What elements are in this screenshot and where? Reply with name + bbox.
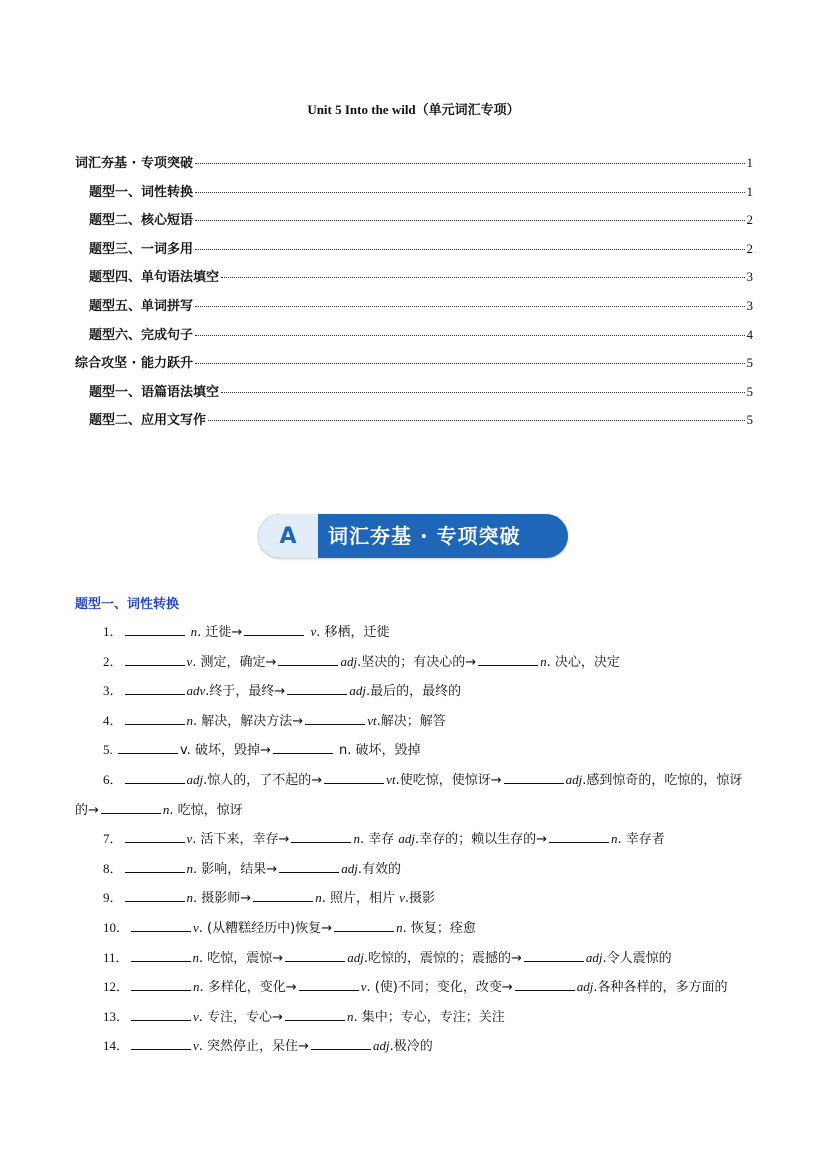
toc-page-number: 5 <box>746 383 753 399</box>
answer-blank[interactable] <box>285 1008 345 1021</box>
item-text: . 突然停止，呆住→ <box>198 1039 309 1055</box>
exercise-item <box>75 736 755 766</box>
part-of-speech: adj <box>340 653 358 669</box>
answer-blank[interactable] <box>125 653 185 666</box>
exercise-item <box>75 825 755 855</box>
item-number: 5. <box>103 742 116 758</box>
answer-blank[interactable] <box>285 949 345 962</box>
toc-entry[interactable] <box>75 266 753 295</box>
part-of-speech: n <box>192 949 200 965</box>
toc-leader-dots <box>208 420 744 421</box>
toc-leader-dots <box>195 306 744 307</box>
part-of-speech: v <box>193 919 199 935</box>
part-of-speech: v <box>186 831 193 847</box>
toc-page-number: 1 <box>746 155 753 170</box>
part-of-speech: n <box>162 801 170 817</box>
part-of-speech: vt <box>386 771 396 787</box>
item-text: . 迁徙→ <box>197 625 243 640</box>
part-of-speech: adj <box>565 771 583 787</box>
exercise-item <box>75 707 755 737</box>
toc-entry-label: 题型二、应用文写作 <box>89 413 207 429</box>
item-text: . 恢复；痊愈 <box>402 920 476 936</box>
answer-blank[interactable] <box>131 949 191 962</box>
toc-page-number: 3 <box>746 297 753 313</box>
item-number: 6． <box>103 771 123 787</box>
item-number: 3． <box>103 683 123 699</box>
answer-blank[interactable] <box>273 741 333 754</box>
part-of-speech: n <box>611 831 618 847</box>
part-of-speech: n <box>193 979 200 995</box>
part-of-speech: n <box>540 653 547 669</box>
answer-blank[interactable] <box>101 801 161 814</box>
answer-blank[interactable] <box>131 978 191 991</box>
toc-entry[interactable] <box>75 381 753 410</box>
exercise-item <box>75 855 755 885</box>
item-number: 14． <box>103 1038 130 1054</box>
part-of-speech: n <box>396 919 403 935</box>
toc-entry-label: 词汇夯基 · 专项突破 <box>75 156 193 171</box>
part-of-speech: v <box>399 890 405 906</box>
toc-entry[interactable] <box>75 295 753 324</box>
part-of-speech: n <box>186 860 194 876</box>
item-text: . 决心，决定 <box>546 654 620 670</box>
item-text: .令人震惊的 <box>602 950 672 966</box>
toc-page-number: 2 <box>746 212 753 228</box>
toc-entry-label: 题型二、核心短语 <box>89 213 194 229</box>
item-text: . 吃惊，惊讶 <box>169 802 243 818</box>
answer-blank[interactable] <box>287 682 347 695</box>
exercise-item <box>75 884 755 914</box>
answer-blank[interactable] <box>504 771 564 784</box>
answer-blank[interactable] <box>311 1037 371 1050</box>
part-of-speech: v <box>193 1038 199 1054</box>
part-of-speech: adj <box>585 949 603 965</box>
item-text: . 专注，专心→ <box>198 1009 283 1025</box>
toc-entry-label: 题型五、单词拼写 <box>89 298 194 314</box>
toc-leader-dots <box>195 249 744 250</box>
item-text: . 活下来，幸存→ <box>192 832 290 848</box>
item-text: . 移栖，迁徙 <box>316 625 390 640</box>
answer-blank[interactable] <box>125 623 185 636</box>
part-of-speech: adj <box>341 860 358 876</box>
exercise-item <box>75 914 755 944</box>
item-text: . 解决，解决方法→ <box>193 713 304 729</box>
answer-blank[interactable] <box>131 1008 191 1021</box>
item-text: v. 破坏，毁掉→ <box>180 743 271 759</box>
toc-entry-label: 题型四、单句语法填空 <box>89 270 220 286</box>
toc-entry[interactable] <box>75 181 753 210</box>
toc-entry[interactable] <box>75 409 753 438</box>
table-of-contents <box>75 152 753 438</box>
item-text: . (从糟糕经历中)恢复→ <box>198 920 333 936</box>
exercise-item <box>75 618 755 648</box>
answer-blank[interactable] <box>549 830 609 843</box>
answer-blank[interactable] <box>131 1037 191 1050</box>
item-number: 10． <box>103 919 130 935</box>
part-of-speech: v <box>310 624 317 639</box>
toc-entry-label: 题型三、一词多用 <box>89 241 194 257</box>
toc-leader-dots <box>195 220 744 221</box>
toc-page-number: 1 <box>746 183 753 199</box>
banner-letter: A <box>258 514 318 558</box>
toc-entry[interactable] <box>75 209 753 238</box>
toc-page-number: 5 <box>746 355 753 371</box>
answer-blank[interactable] <box>278 653 338 666</box>
part-of-speech: adv <box>186 683 206 699</box>
item-text: .吃惊的，震惊的；震撼的→ <box>363 950 522 966</box>
answer-blank[interactable] <box>291 830 351 843</box>
answer-blank[interactable] <box>305 712 365 725</box>
item-text: . 多样化，变化→ <box>199 980 297 996</box>
item-text: . 影响，结果→ <box>193 861 278 877</box>
item-text: .幸存的；赖以生存的→ <box>415 832 548 848</box>
toc-page-number: 4 <box>746 326 753 342</box>
item-text: .终于，最终→ <box>205 684 286 700</box>
answer-blank[interactable] <box>125 860 185 873</box>
item-text: . 摄影师→ <box>193 891 252 907</box>
item-number: 13． <box>103 1008 130 1024</box>
part-of-speech: v <box>186 653 193 669</box>
part-of-speech: n <box>186 890 194 906</box>
part-of-speech: v <box>360 979 367 995</box>
exercise-item <box>75 1032 755 1062</box>
toc-leader-dots <box>195 192 744 193</box>
item-text: .感到惊奇的，吃惊的，惊讶的→ <box>75 772 743 818</box>
answer-blank[interactable] <box>125 682 185 695</box>
toc-entry[interactable] <box>75 152 753 181</box>
toc-leader-dots <box>195 163 745 164</box>
item-text: .极冷的 <box>389 1039 433 1055</box>
item-number: 11． <box>103 949 129 965</box>
item-number: 4． <box>103 712 123 728</box>
part-of-speech: v <box>193 1008 199 1024</box>
answer-blank[interactable] <box>118 741 178 754</box>
answer-blank[interactable] <box>279 860 339 873</box>
item-text: . (使)不同；变化，改变→ <box>366 980 513 996</box>
banner-title: 词汇夯基 · 专项突破 <box>328 524 521 548</box>
toc-entry[interactable] <box>75 324 753 353</box>
part-of-speech: adj <box>398 831 415 847</box>
answer-blank[interactable] <box>125 830 185 843</box>
toc-leader-dots <box>195 363 745 364</box>
part-of-speech: adj <box>347 949 364 965</box>
item-text: .解决；解答 <box>376 713 446 729</box>
answer-blank[interactable] <box>125 712 185 725</box>
exercise-item <box>75 944 755 974</box>
item-text: . 照片，相片 <box>321 891 400 907</box>
part-of-speech: n <box>346 1008 354 1024</box>
item-text: . 幸存 <box>359 832 399 848</box>
toc-page-number: 2 <box>746 240 753 256</box>
toc-entry[interactable] <box>75 352 753 381</box>
part-of-speech: n <box>186 712 194 728</box>
part-of-speech: n <box>190 624 198 639</box>
item-text: .使吃惊，使惊讶→ <box>395 772 502 788</box>
item-text: . 幸存者 <box>617 832 665 848</box>
answer-blank[interactable] <box>515 978 575 991</box>
item-text: . 集中；专心，专注；关注 <box>353 1009 505 1025</box>
item-text: .最后的，最终的 <box>365 684 462 700</box>
item-text: .各种各样的，多方面的 <box>593 980 728 996</box>
exercise-item <box>75 766 755 825</box>
item-number: 9． <box>103 890 123 906</box>
exercise-item <box>75 973 755 1003</box>
item-number: 2． <box>103 653 123 669</box>
exercise-item <box>75 1003 755 1033</box>
exercise-item <box>75 677 755 707</box>
toc-entry-label: 题型六、完成句子 <box>89 327 194 343</box>
toc-entry-label: 题型一、语篇语法填空 <box>89 384 220 400</box>
part-of-speech: adj <box>372 1038 390 1054</box>
exercise-list <box>75 618 755 1062</box>
item-text: . 吃惊，震惊→ <box>199 950 284 966</box>
item-text: n. 破坏，毁掉 <box>334 743 421 759</box>
part-of-speech: adj <box>349 683 366 699</box>
exercise-item <box>75 648 755 678</box>
answer-blank[interactable] <box>478 653 538 666</box>
item-text: .有效的 <box>357 861 401 877</box>
part-of-speech: vt <box>367 712 377 728</box>
document-title: Unit 5 Into the wild（单元词汇专项） <box>307 102 520 117</box>
part-of-speech: n <box>315 890 322 906</box>
answer-blank[interactable] <box>125 771 185 784</box>
toc-page-number: 5 <box>746 412 753 428</box>
answer-blank[interactable] <box>524 949 584 962</box>
item-number: 8． <box>103 860 123 876</box>
part-of-speech: n <box>353 831 360 847</box>
part-of-speech: adj <box>186 771 204 787</box>
part-of-speech: adj <box>576 979 594 995</box>
toc-leader-dots <box>221 277 744 278</box>
toc-entry-label: 综合攻坚 · 能力跃升 <box>75 356 193 372</box>
item-text: . 测定，确定→ <box>192 654 277 670</box>
item-number: 7． <box>103 831 123 847</box>
toc-leader-dots <box>195 335 744 336</box>
answer-blank[interactable] <box>253 889 313 902</box>
section-heading: 题型一、词性转换 <box>75 597 180 612</box>
answer-blank[interactable] <box>299 978 359 991</box>
item-number: 1． <box>103 624 123 639</box>
item-text: .摄影 <box>404 891 436 907</box>
answer-blank[interactable] <box>244 623 304 636</box>
section-banner <box>258 514 568 558</box>
toc-entry-label: 题型一、词性转换 <box>89 184 194 200</box>
item-text: .坚决的；有决心的→ <box>357 654 477 670</box>
answer-blank[interactable] <box>125 889 185 902</box>
toc-entry[interactable] <box>75 238 753 267</box>
answer-blank[interactable] <box>324 771 384 784</box>
answer-blank[interactable] <box>334 919 394 932</box>
answer-blank[interactable] <box>131 919 191 932</box>
item-text: .惊人的，了不起的→ <box>203 772 323 788</box>
toc-page-number: 3 <box>746 269 753 285</box>
item-number: 12． <box>103 979 130 995</box>
toc-leader-dots <box>221 392 744 393</box>
